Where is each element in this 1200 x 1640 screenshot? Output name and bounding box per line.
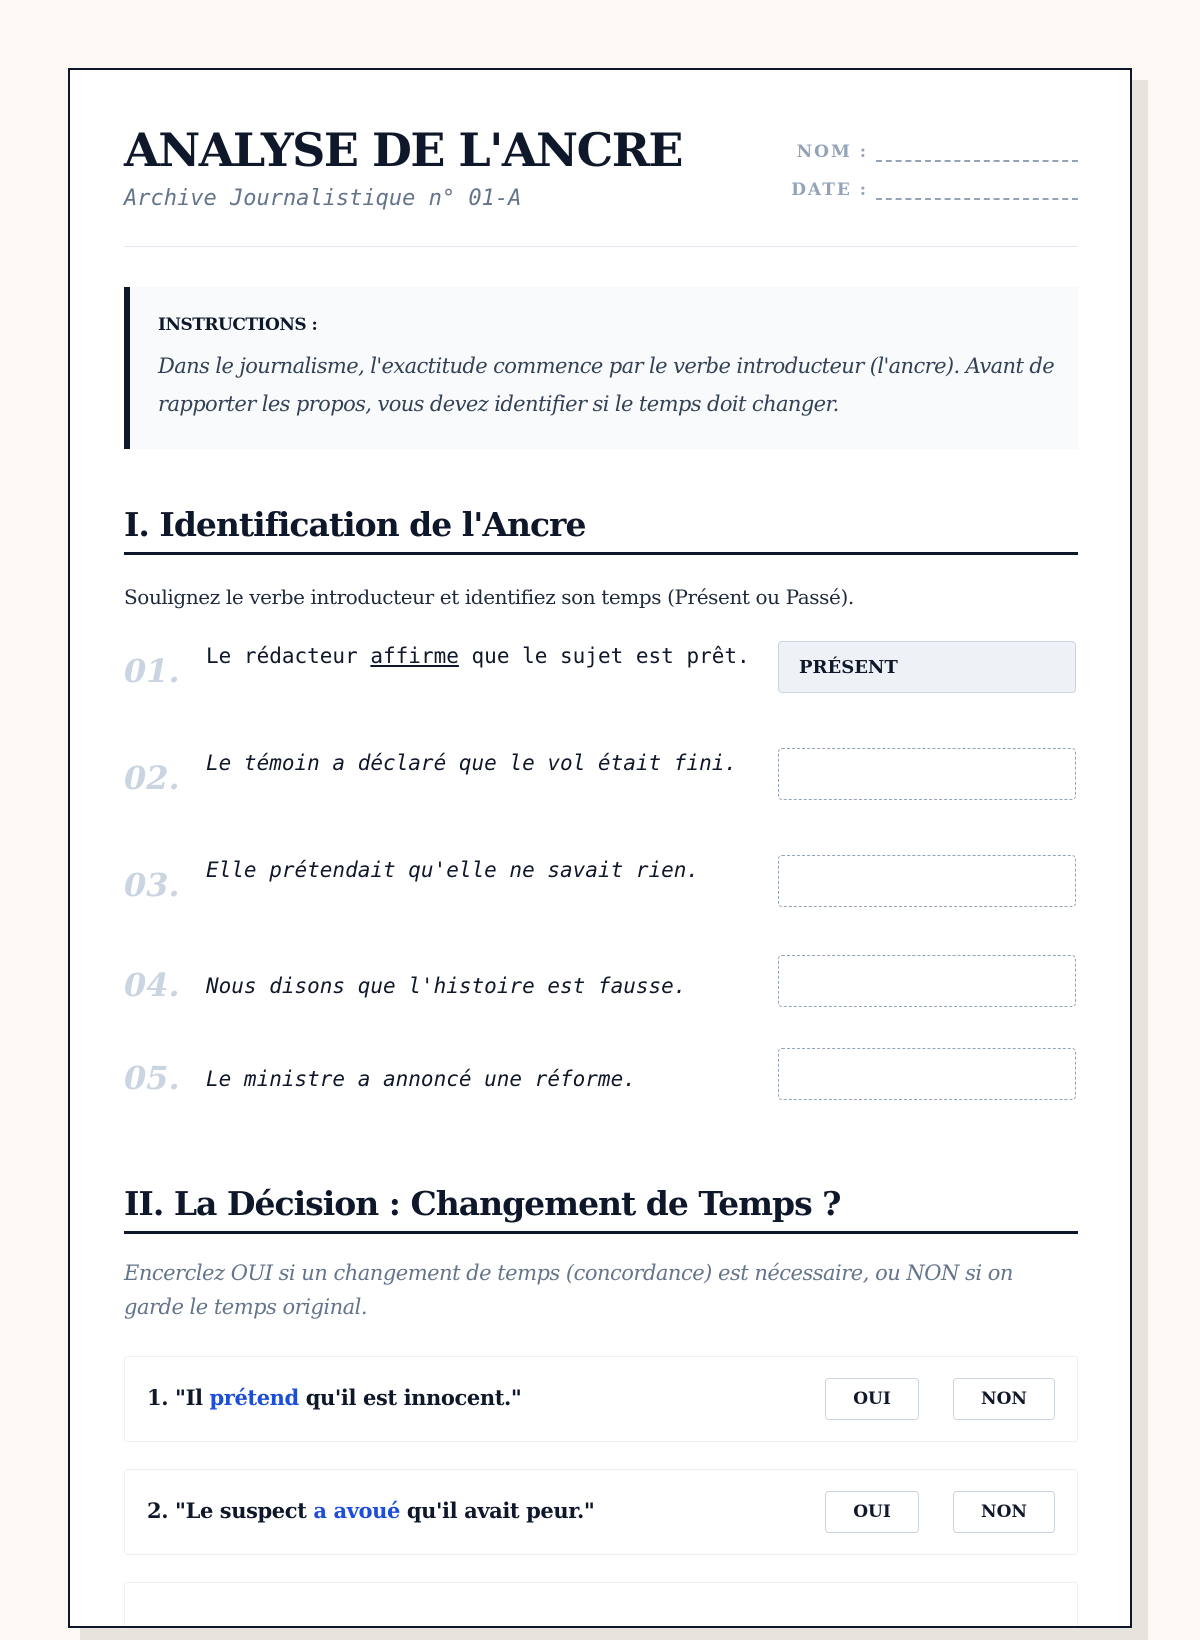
answer-box[interactable] <box>778 1048 1076 1100</box>
name-input-line[interactable] <box>876 146 1078 162</box>
item-sentence: Elle prétendait qu'elle ne savait rien. <box>206 858 700 882</box>
item-sentence <box>206 640 766 673</box>
section-2 <box>124 1184 1078 1523</box>
item-number: 04. <box>124 966 180 1004</box>
highlighted-verb: prétend <box>209 1385 299 1410</box>
decision-card <box>124 1582 1078 1628</box>
instructions-text: Dans le journalisme, l'exactitude commence par le verbe introducteur (l'ancre). Avant de rapporter les propos, vous devez identifier si le temps doit changer. <box>158 354 1055 416</box>
decision-card <box>124 1469 1078 1555</box>
quote-start: 1. "Il <box>147 1385 210 1410</box>
date-input-line[interactable] <box>876 184 1078 200</box>
item-number: 05. <box>124 1059 180 1097</box>
decision-quote <box>147 1385 521 1410</box>
name-field-row <box>797 142 1078 162</box>
highlighted-verb: a avoué <box>313 1498 400 1523</box>
oui-button[interactable]: OUI <box>825 1491 919 1533</box>
sentence-end: que le sujet est prêt. <box>458 644 750 668</box>
date-field-row <box>791 180 1078 200</box>
answer-box[interactable]: PRÉSENT <box>778 641 1076 693</box>
item-sentence: Le témoin a déclaré que le vol était fini. <box>206 751 738 775</box>
worksheet-header <box>124 122 1078 247</box>
sentence-start: Le rédacteur <box>206 644 371 668</box>
non-button[interactable]: NON <box>953 1491 1055 1533</box>
item-number: 03. <box>124 866 180 904</box>
item-sentence: Nous disons que l'histoire est fausse. <box>206 974 687 998</box>
oui-button[interactable]: OUI <box>825 1378 919 1420</box>
item-sentence: Le ministre a annoncé une réforme. <box>206 1067 636 1091</box>
underlined-verb: affirme <box>370 644 459 668</box>
worksheet-title: ANALYSE DE L'ANCRE <box>124 123 682 177</box>
decision-quote <box>147 1498 594 1523</box>
section-2-description: Encerclez OUI si un changement de temps (concordance) est nécessaire, ou NON si on garde le temps original. <box>124 1261 1013 1319</box>
instructions-box <box>124 287 1078 449</box>
section-1-description: Soulignez le verbe introducteur et identifiez son temps (Présent ou Passé). <box>124 585 854 609</box>
name-label: NOM : <box>796 142 868 162</box>
decision-card <box>124 1356 1078 1442</box>
instructions-label: INSTRUCTIONS : <box>158 315 318 335</box>
answer-box[interactable] <box>778 855 1076 907</box>
date-label: DATE : <box>791 180 868 200</box>
quote-start: 2. "Le suspect <box>147 1498 314 1523</box>
quote-end: qu'il est innocent." <box>298 1385 522 1410</box>
non-button[interactable]: NON <box>953 1378 1055 1420</box>
item-number: 01. <box>124 652 180 690</box>
section-2-title: II. La Décision : Changement de Temps ? <box>124 1184 1078 1234</box>
answer-box[interactable] <box>778 748 1076 800</box>
worksheet-subtitle: Archive Journalistique n° 01-A <box>124 186 522 211</box>
section-1-title: I. Identification de l'Ancre <box>124 505 1078 555</box>
worksheet-page <box>68 68 1132 1628</box>
item-number: 02. <box>124 759 180 797</box>
quote-end: qu'il avait peur." <box>399 1498 595 1523</box>
answer-box[interactable] <box>778 955 1076 1007</box>
